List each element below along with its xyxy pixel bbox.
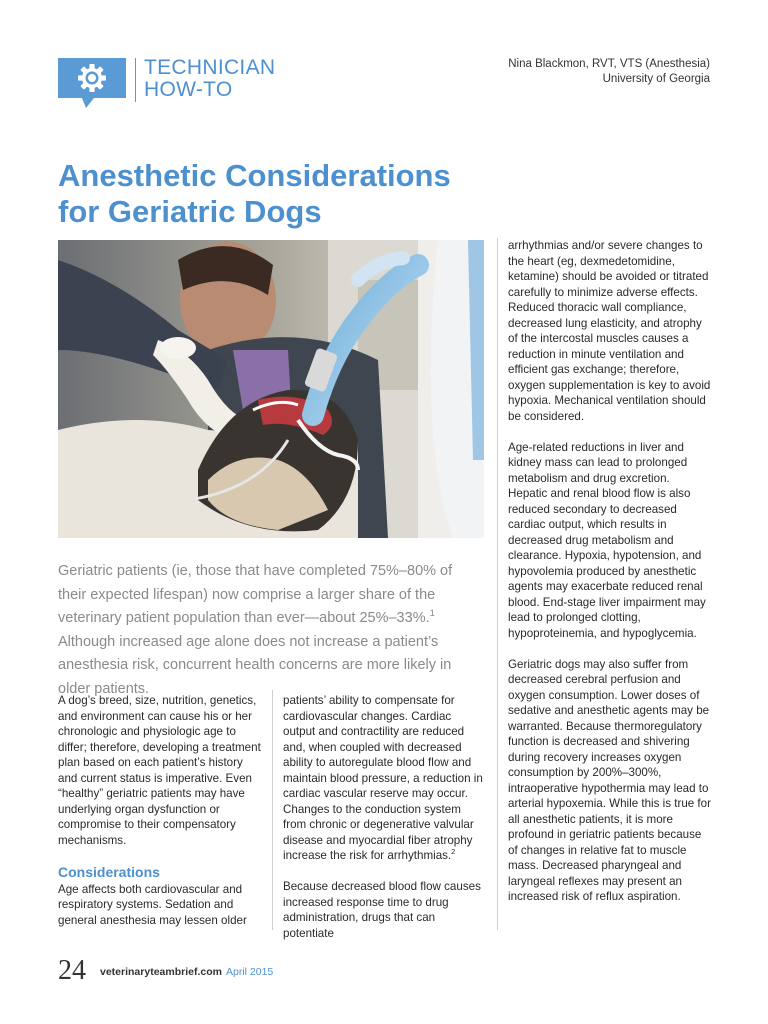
body-column-1 xyxy=(58,693,262,944)
article-title xyxy=(58,158,488,230)
col2-reference: 2 xyxy=(451,847,456,857)
lead-reference: 1 xyxy=(429,607,435,619)
section-label xyxy=(144,57,275,101)
col2-paragraph-1-text: patients’ ability to compensate for cardiovascular changes. Cardiac output and contractility are reduced and, when coupled with decreased ability to autoregulate blood flow and maintain blood pressure, a reduction in cardiac vascular reserve may occur. Changes to the conduction system from chronic or degenerative valvular disease and myocardial fiber atrophy increase the risk for arrhythmias. xyxy=(283,694,483,862)
col2-paragraph-2: Because decreased blood flow causes increased response time to drug administration, drugs that can potentiate xyxy=(283,880,481,940)
section-label-line1: TECHNICIAN xyxy=(144,56,276,79)
footer-date: April 2015 xyxy=(225,966,274,978)
column-divider-2 xyxy=(497,238,498,930)
author-name: Nina Blackmon, RVT, VTS (Anesthesia) xyxy=(508,58,710,70)
lead-text-tail: Although increased age alone does not increase a patient’s anesthesia risk, concurrent health concerns are more likely in older patients. xyxy=(58,633,452,697)
page-number: 24 xyxy=(58,955,86,986)
footer-website: veterinaryteambrief.com xyxy=(100,966,222,978)
header-divider xyxy=(135,58,136,102)
col2-paragraph-1 xyxy=(283,693,483,864)
lead-paragraph xyxy=(58,560,478,701)
col1-paragraph-1: A dog’s breed, size, nutrition, genetics, and environment can cause his or her chronologic and physiologic age to differ; therefore, developing a treatment plan based on each patient’s history and current status is imperative. Even “healthy” geriatric patients may have underlying organ dysfunction or compromise to their compensatory mechanisms. xyxy=(58,694,261,847)
considerations-heading: Considerations xyxy=(58,863,160,880)
col3-paragraph-2: Age-related reductions in liver and kidney mass can lead to prolonged metabolism and drug excretion. Hepatic and renal blood flow is also reduced secondary to decreased cardiac output, which results in decreased drug metabolism and clearance. Hypoxia, hypotension, and hypovolemia produced by anesthetic agents may exacerbate reduced renal blood. End-stage liver impairment may lead to prolonged clotting, hypoproteinemia, and hypoglycemia. xyxy=(508,440,706,640)
author-affiliation: University of Georgia xyxy=(602,73,710,85)
body-column-2 xyxy=(283,693,483,957)
col1-paragraph-2: Age affects both cardiovascular and respiratory systems. Sedation and general anesthesia may lessen older xyxy=(58,882,247,927)
col3-paragraph-3: Geriatric dogs may also suffer from decreased cerebral perfusion and oxygen consumption. Lower doses of sedative and anesthetic agents may be warranted. Because thermoregulatory function is decreased and shivering during recovery increases oxygen consumption by 200%–300%, intraoperative hypothermia may lead to arterial hypoxemia. While this is true for all anesthetic patients, it is more profound in geriatric patients because of changes in relative fat to muscle mass. Decreased pharyngeal and laryngeal reflexes may present an increased risk of reflux aspiration. xyxy=(508,657,711,903)
gear-speech-bubble-icon xyxy=(58,58,126,108)
col3-paragraph-1: arrhythmias and/or severe changes to the heart (eg, dexmedetomidine, ketamine) should be avoided or titrated carefully to minimize adverse effects. Reduced thoracic wall compliance, decreased lung elasticity, and atrophy of the intercostal muscles causes a reduction in minute ventilation and efficient gas exchange; therefore, oxygen supplementation is key to avoid hypoxia. Mechanical ventilation should be considered. xyxy=(508,239,711,423)
title-line1: Anesthetic Considerations xyxy=(58,158,451,193)
footer-site xyxy=(100,966,273,978)
body-column-3 xyxy=(508,238,712,920)
section-label-line2: HOW-TO xyxy=(144,78,233,101)
column-divider-1 xyxy=(272,690,273,930)
lead-text: Geriatric patients (ie, those that have completed 75%–80% of their expected lifespan) now comprise a larger share of the veterinary patient population than ever—about 25%–33%. xyxy=(58,563,453,626)
article-photo xyxy=(58,240,484,538)
byline xyxy=(508,57,710,87)
title-line2: for Geriatric Dogs xyxy=(58,194,322,229)
